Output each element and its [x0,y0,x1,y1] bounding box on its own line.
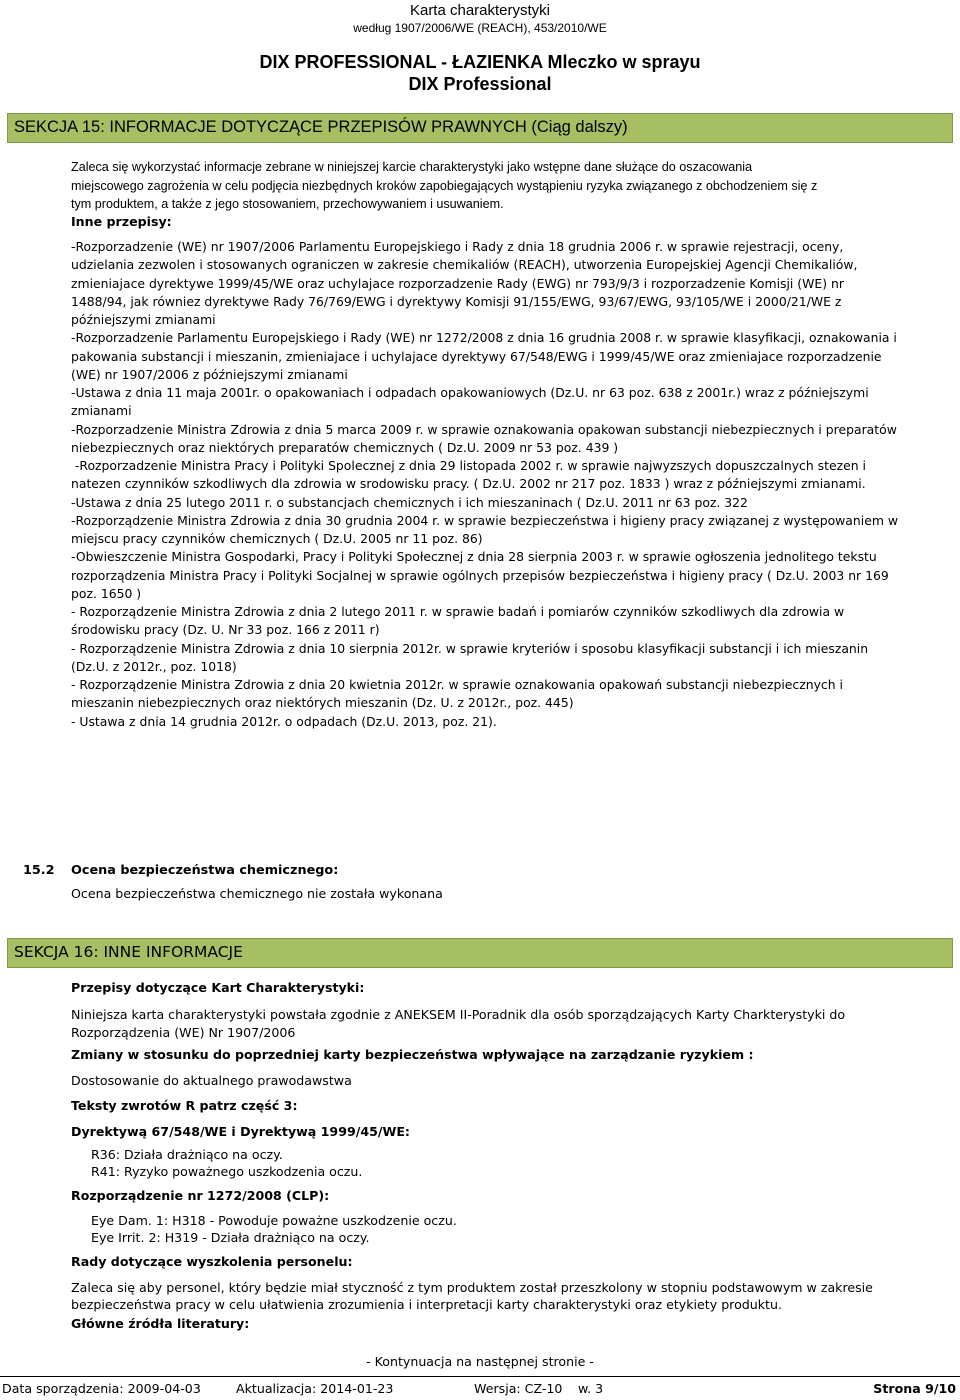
regulation-line: (WE) nr 1907/2006 z późniejszymi zmianami [71,366,348,382]
version-w: w. 3 [578,1381,604,1396]
intro-line: tym produktem, a także z jego stosowaniem, przechowywaniem i usuwaniem. [71,197,504,211]
other-regulations-label: Inne przepisy: [71,214,172,229]
regulation-line: - Rozporządzenie Ministra Zdrowia z dnia 2 lutego 2011 r. w sprawie badań i pomiarów czynników szkodliwych dla zdrowia w [71,604,845,619]
r36-phrase: R36: Działa drażniąco na oczy. [91,1147,283,1162]
regulations-list [71,238,956,731]
rules-label: Przepisy dotyczące Kart Charakterystyki: [71,980,365,995]
h319-phrase: Eye Irrit. 2: H319 - Działa drażniąco na oczy. [91,1230,370,1245]
regulation-line: - Ustawa z dnia 14 grudnia 2012r. o odpadach (Dz.U. 2013, poz. 21). [71,713,497,729]
rules-text: Niniejsza karta charakterystyki powstała zgodnie z ANEKSEM II-Poradnik dla osób sporządzających Karty Charkterystyki do [71,1007,846,1022]
regulation-line: -Rozporzadzenie Parlamentu Europejskiego i Rady (WE) nr 1272/2008 z dnia 16 grudnia 2008 r. w sprawie klasyfikacji, oznakowania i [71,330,897,346]
r-phrases-label: Teksty zwrotów R patrz część 3: [71,1098,298,1113]
regulation-line: środowisku pracy (Dz. U. Nr 33 poz. 166 z 2011 r) [71,622,380,638]
page-number: Strona 9/10 [873,1381,956,1396]
regulation-line: - Rozporządzenie Ministra Zdrowia z dnia 10 sierpnia 2012r. w sprawie kryteriów i sposobu klasyfikacji substancji i ich mieszanin [71,640,869,656]
regulation-line: rozporządzenia Ministra Pracy i Polityki Socjalnej w sprawie ogólnych przepisów bezpieczeństwa i higieny pracy ( Dz.U. 2003 nr 169 [71,567,889,583]
subsection-title: Ocena bezpieczeństwa chemicznego: [71,863,339,878]
training-text: Zaleca się aby personel, który będzie miał styczność z tym produktem został przeszkolony w stopniu podstawowym w zakresie [71,1280,873,1295]
footer-divider [0,1376,960,1377]
updated-date: Aktualizacja: 2014-01-23 [236,1381,394,1396]
h318-phrase: Eye Dam. 1: H318 - Powoduje poważne uszkodzenie oczu. [91,1213,457,1228]
regulation-line: pakowania substancji i mieszanin, zmieniajace i uchylajace dyrektywy 67/548/EWG i 1999/45/WE oraz zmieniajace rozporzadzenie [71,348,882,364]
intro-line: Zaleca się wykorzystać informacje zebrane w niniejszej karcie charakterystyki jako wstępne dane służące do oszacowania [71,160,753,174]
subsection-number: 15.2 [23,863,55,878]
regulation-line: -Rozporządzenie Ministra Zdrowia z dnia 30 grudnia 2004 r. w sprawie bezpieczeństwa i higieny pracy związanej z występowaniem w [71,512,898,528]
regulation-line: -Obwieszczenie Ministra Gospodarki, Pracy i Polityki Społecznej z dnia 28 sierpnia 2003 r. w sprawie ogłoszenia jednolitego tekstu [71,549,877,565]
regulation-line: natezen czynników szkodliwych dla zdrowia w srodowisku pracy. ( Dz.U. 2002 nr 217 poz. 1833 ) wraz z późniejszymi zmianami. [71,476,866,492]
created-date: Data sporządzenia: 2009-04-03 [2,1381,201,1396]
continuation-note: - Kontynuacja na następnej stronie - [366,1354,594,1369]
product-name: DIX PROFESSIONAL - ŁAZIENKA Mleczko w sprayu [259,52,701,72]
company-name: DIX Professional [408,74,552,94]
regulation-line: -Ustawa z dnia 25 lutego 2011 r. o substancjach chemicznych i ich mieszaninach ( Dz.U. 2011 nr 63 poz. 322 [71,494,748,510]
version: Wersja: CZ-10 [474,1381,563,1396]
clp-label: Rozporządzenie nr 1272/2008 (CLP): [71,1188,330,1203]
directive-label: Dyrektywą 67/548/WE i Dyrektywą 1999/45/WE: [71,1124,410,1139]
section-15-header [7,113,953,143]
literature-label: Główne źródła literatury: [71,1316,250,1331]
changes-label: Zmiany w stosunku do poprzedniej karty bezpieczeństwa wpływające na zarządzanie ryzykiem : [71,1047,754,1062]
section-16-title: SEKCJA 16: INNE INFORMACJE [14,943,243,961]
regulation-line: 1488/94, jak równiez dyrektywe Rady 76/769/EWG i dyrektywy Komisji 91/155/EWG, 93/67/EWG, 93/105/WE i 2000/21/WE z [71,293,842,309]
regulation-reference: według 1907/2006/WE (REACH), 453/2010/WE [353,21,607,35]
r41-phrase: R41: Ryzyko poważnego uszkodzenia oczu. [91,1164,363,1179]
rules-text: Rozporządzenia (WE) Nr 1907/2006 [71,1025,296,1040]
changes-text: Dostosowanie do aktualnego prawodawstwa [71,1073,352,1088]
regulation-line: mieszanin niebezpiecznych oraz niektórych mieszanin (Dz. U. z 2012r., poz. 445) [71,695,574,711]
regulation-line: poz. 1650 ) [71,585,142,601]
regulation-line: -Ustawa z dnia 11 maja 2001r. o opakowaniach i odpadach opakowaniowych (Dz.U. nr 63 poz. 638 z 2001r.) wraz z późniejszymi [71,385,869,400]
section-15-intro [71,158,951,214]
intro-line: miejscowego zagrożenia w celu podjęcia niezbędnych kroków zapobiegających wystąpieniu ryzyka związanego z obchodzeniem się z [71,178,818,193]
regulation-line: -Rozporzadzenie Ministra Pracy i Polityki Spolecznej z dnia 29 listopada 2002 r. w sprawie najwyzszych dopuszczalnych stezen i [71,458,866,473]
regulation-line: zmianami [71,403,132,419]
regulation-line: udzielania zezwolen i stosowanych ograniczen w zakresie chemikaliów (REACH), utworzenia Europejskiej Agencji Chemikaliów, [71,257,858,273]
training-label: Rady dotyczące wyszkolenia personelu: [71,1254,353,1269]
regulation-line: - Rozporządzenie Ministra Zdrowia z dnia 20 kwietnia 2012r. w sprawie oznakowania opakowań substancji niebezpiecznych i [71,677,843,692]
regulation-line: późniejszymi zmianami [71,312,216,327]
training-text: bezpieczeństwa pracy w celu ułatwienia zrozumienia i interpretacji karty charakterystyki oraz etykiety produktu. [71,1297,782,1312]
regulation-line: miejscu pracy czynników chemicznych ( Dz.U. 2005 nr 11 poz. 86) [71,531,483,546]
regulation-line: (Dz.U. z 2012r., poz. 1018) [71,658,237,674]
section-16-header [7,938,953,968]
regulation-line: -Rozporzadzenie (WE) nr 1907/2006 Parlamentu Europejskiego i Rady z dnia 18 grudnia 2006 r. w sprawie rejestracji, oceny, [71,239,844,254]
subsection-text: Ocena bezpieczeństwa chemicznego nie została wykonana [71,886,443,901]
document-type: Karta charakterystyki [409,2,551,19]
regulation-line: -Rozporzadzenie Ministra Zdrowia z dnia 5 marca 2009 r. w sprawie oznakowania opakowan substancji niebezpiecznych i preparatów [71,421,897,437]
regulation-line: niebezpiecznych oraz niektórych preparatów chemicznych ( Dz.U. 2009 nr 53 poz. 439 ) [71,439,619,455]
section-15-title: SEKCJA 15: INFORMACJE DOTYCZĄCE PRZEPISÓW PRAWNYCH (Ciąg dalszy) [14,118,628,136]
regulation-line: zmieniajace dyrektywe 1999/45/WE oraz uchylajace rozporzadzenie Rady (EWG) nr 793/9/3 i rozporzadzenie Komisji (WE) nr [71,275,844,291]
